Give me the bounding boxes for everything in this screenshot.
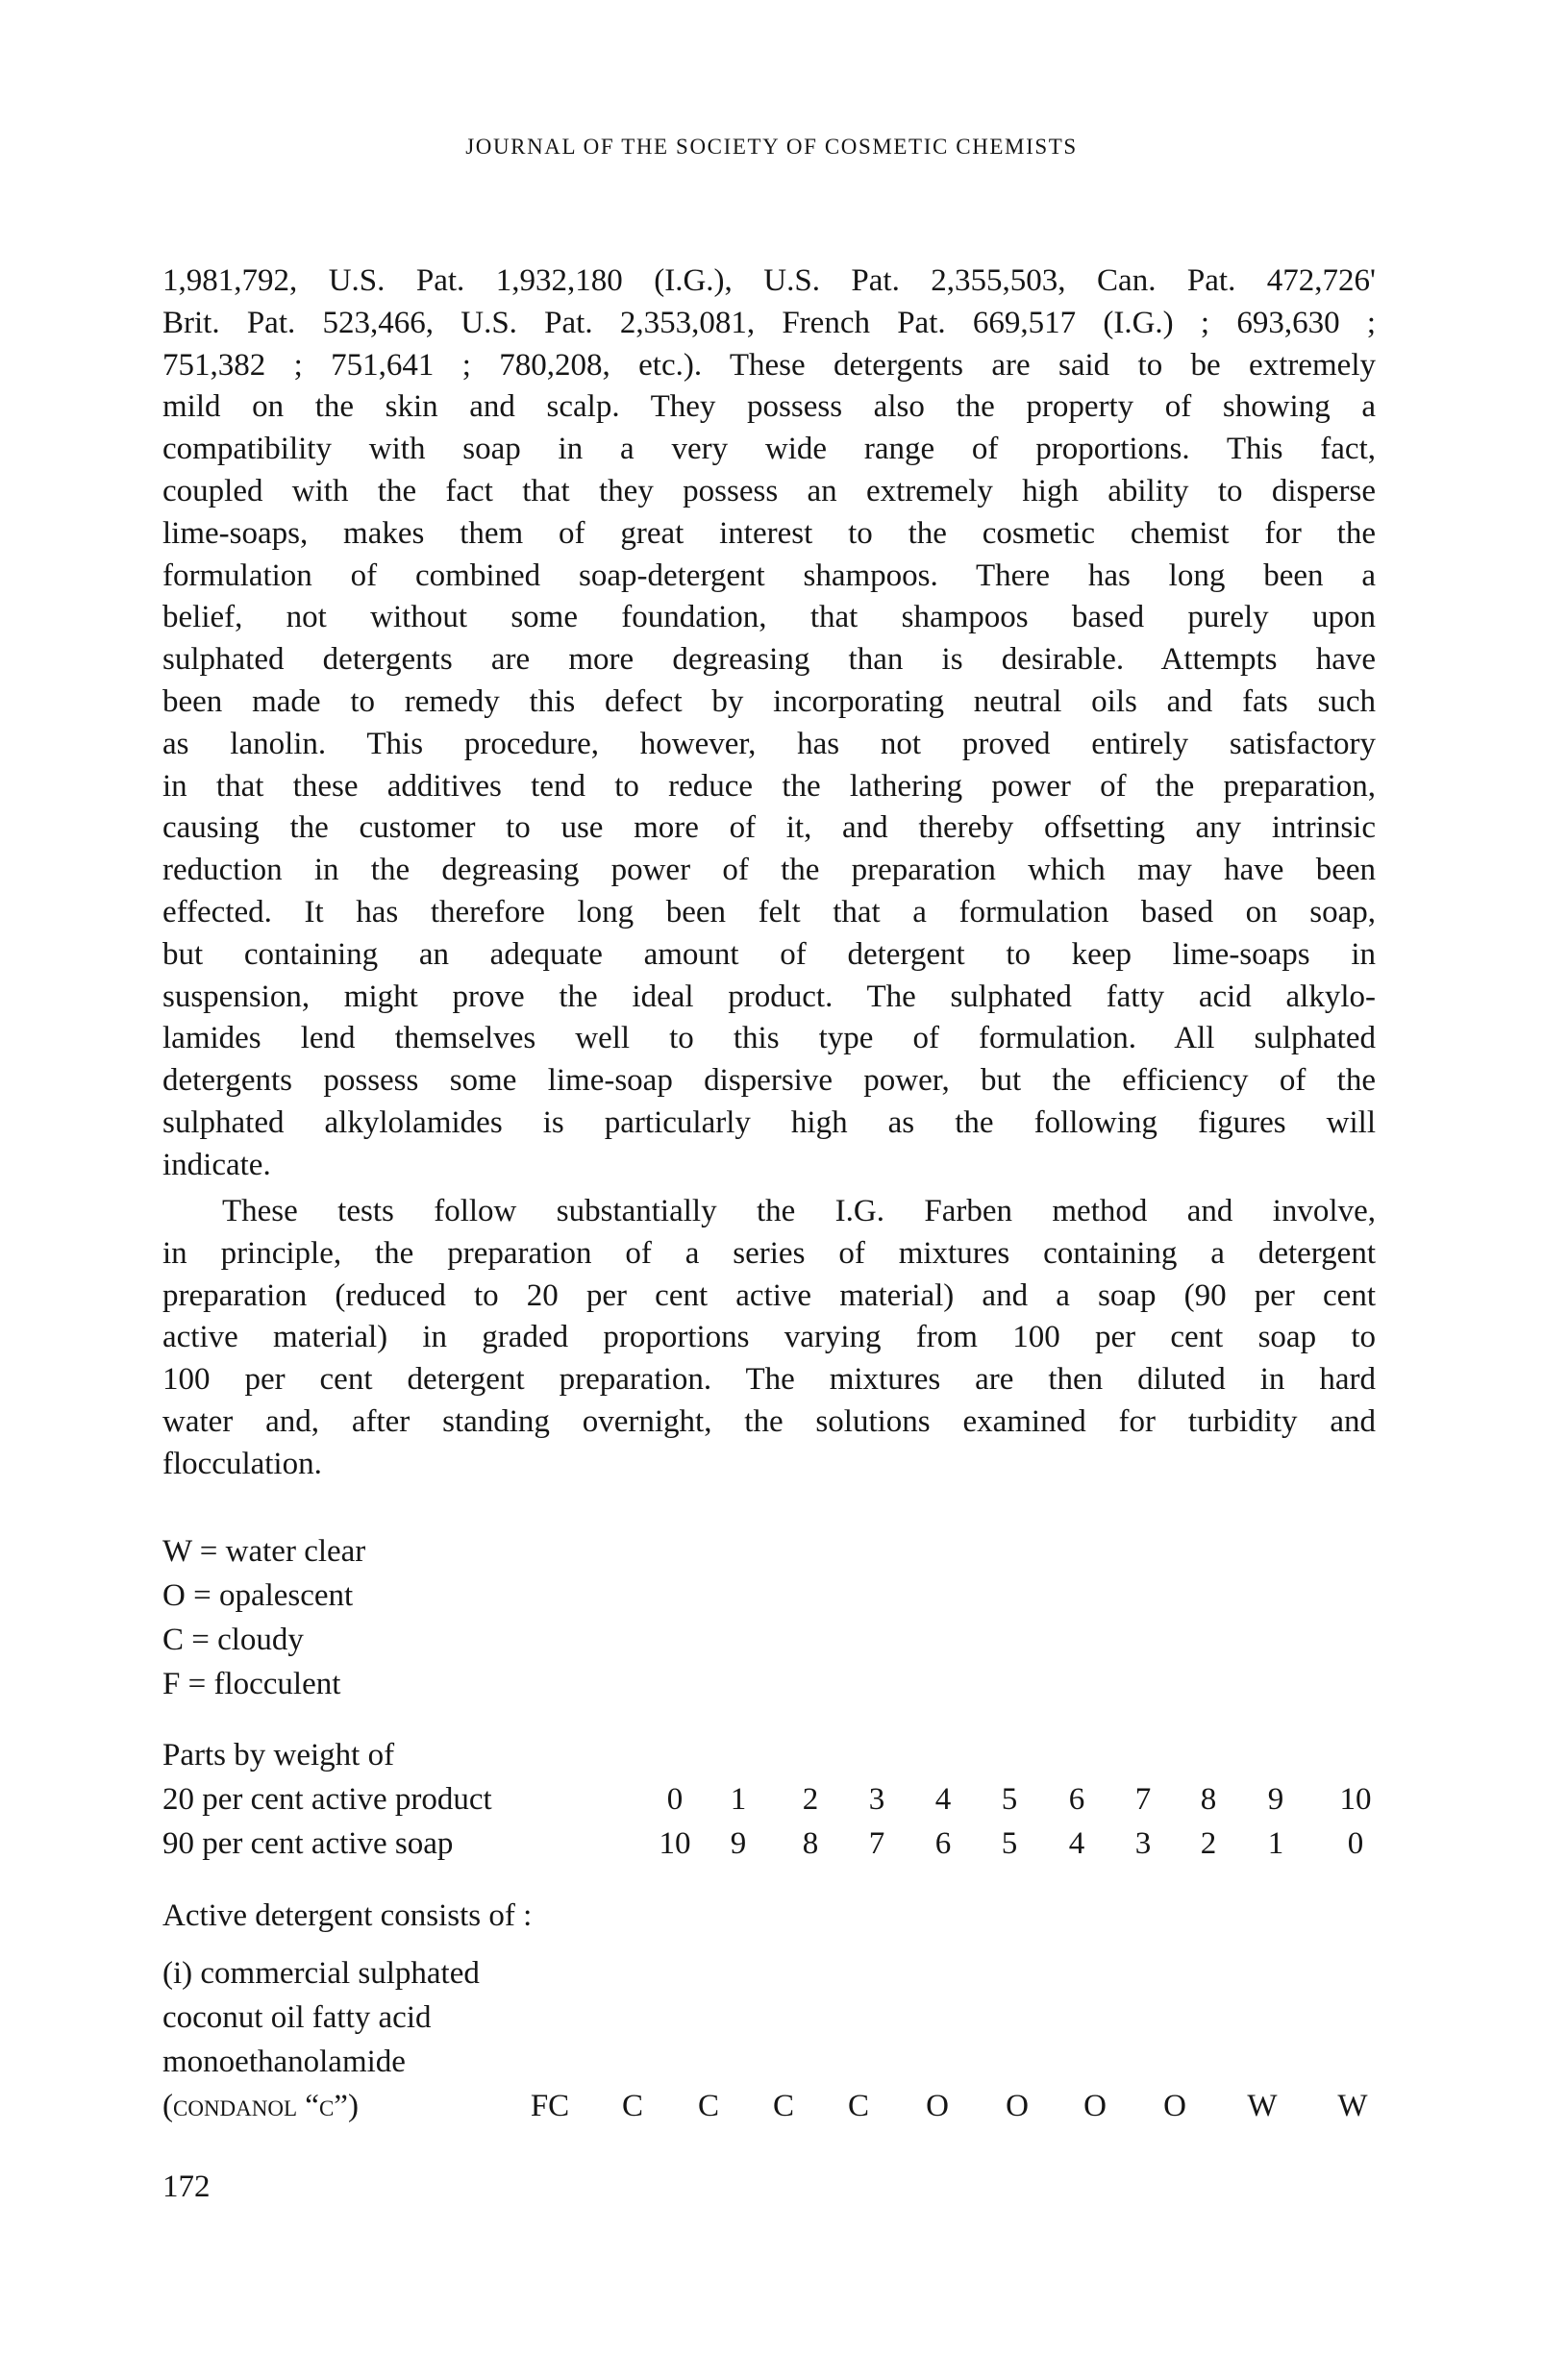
table-cell: 7: [1134, 1782, 1152, 1817]
text-line: in that these additives tend to reduce the lathering power of the preparation,: [162, 768, 1376, 804]
text-line: but containing an adequate amount of detergent to keep lime-soaps in: [162, 936, 1376, 972]
table-cell: 4: [1068, 1826, 1085, 1861]
text-line: coupled with the fact that they possess an extremely high ability to disperse: [162, 473, 1376, 508]
table-row-product: [162, 1777, 1412, 1822]
sample-name-open: (: [162, 2089, 173, 2123]
text-line: in principle, the preparation of a series of mixtures containing a detergent: [162, 1235, 1376, 1271]
table-cell: 3: [1134, 1826, 1152, 1861]
legend-list: [162, 1529, 1376, 1706]
result-cell: C: [621, 2089, 644, 2123]
result-cell: O: [1163, 2089, 1186, 2123]
result-cell: FC: [530, 2089, 570, 2123]
result-cell: C: [772, 2089, 795, 2123]
text-line: indicate.: [162, 1147, 271, 1182]
text-line: detergents possess some lime-soap dispersive power, but the efficiency of the: [162, 1063, 1376, 1099]
text-line: F = flocculent: [162, 1667, 341, 1701]
table-cell: 3: [868, 1782, 885, 1817]
text-line: suspension, might prove the ideal product. The sulphated fatty acid alkylo-: [162, 979, 1376, 1014]
table-cell: 7: [868, 1826, 885, 1861]
text-line: causing the customer to use more of it, and thereby offsetting any intrinsic: [162, 810, 1376, 846]
sample-text: coconut oil fatty acid: [162, 2000, 432, 2035]
row-label: 90 per cent active soap: [162, 1826, 454, 1861]
text-line: sulphated alkylolamides is particularly high as the following figures will: [162, 1104, 1376, 1140]
table-cell: 1: [1267, 1826, 1284, 1861]
result-cell: W: [1247, 2089, 1278, 2123]
table-cell: 6: [1068, 1782, 1085, 1817]
paragraph-1: [162, 260, 1376, 1187]
sample-name-text: condanol “c”: [173, 2089, 348, 2123]
sample-line-2: [162, 1996, 1412, 2040]
page-number: 172: [162, 2169, 211, 2204]
table-cell: 0: [1347, 1826, 1364, 1861]
table-cell: 10: [1339, 1782, 1372, 1817]
table-cell: 8: [802, 1826, 819, 1861]
result-cell: W: [1337, 2089, 1368, 2123]
table-heading-row: [162, 1733, 1412, 1777]
table-cell: 0: [666, 1782, 684, 1817]
table-cell: 8: [1200, 1782, 1217, 1817]
text-line: flocculation.: [162, 1446, 322, 1481]
result-cell: O: [1006, 2089, 1029, 2123]
table-cell: 5: [1001, 1826, 1018, 1861]
text-line: mild on the skin and scalp. They possess also the property of showing a: [162, 389, 1376, 425]
text-line: lamides lend themselves well to this type of formulation. All sulphated: [162, 1021, 1376, 1056]
text-line: O = opalescent: [162, 1578, 354, 1613]
paragraph-2: [162, 1191, 1376, 1486]
running-header: JOURNAL OF THE SOCIETY OF COSMETIC CHEMISTS: [465, 135, 1078, 159]
text-line: 1,981,792, U.S. Pat. 1,932,180 (I.G.), U.S. Pat. 2,355,503, Can. Pat. 472,726': [162, 263, 1376, 298]
table-cell: 6: [934, 1826, 952, 1861]
sample-line-1: [162, 1951, 1412, 1996]
text-line: lime-soaps, makes them of great interest to the cosmetic chemist for the: [162, 515, 1376, 551]
text-line: C = cloudy: [162, 1623, 304, 1657]
result-cell: O: [1083, 2089, 1107, 2123]
table-heading: Parts by weight of: [162, 1738, 395, 1773]
table-row-soap: [162, 1822, 1412, 1866]
text-line: 100 per cent detergent preparation. The mixtures are then diluted in hard: [162, 1362, 1376, 1398]
table-cell: 9: [1267, 1782, 1284, 1817]
text-line: formulation of combined soap-detergent shampoos. There has long been a: [162, 558, 1376, 593]
sample-name: [162, 2089, 359, 2123]
text-line: 751,382 ; 751,641 ; 780,208, etc.). These detergents are said to be extremely: [162, 347, 1376, 383]
text-line: effected. It has therefore long been felt that a formulation based on soap,: [162, 894, 1376, 930]
sample-text: monoethanolamide: [162, 2045, 406, 2079]
sample-text: (i) commercial sulphated: [162, 1956, 480, 1991]
detergent-heading: Active detergent consists of :: [162, 1898, 533, 1933]
text-line: Brit. Pat. 523,466, U.S. Pat. 2,353,081, French Pat. 669,517 (I.G.) ; 693,630 ;: [162, 305, 1376, 340]
table-cell: 10: [659, 1826, 691, 1861]
text-line: W = water clear: [162, 1534, 366, 1569]
result-cell: C: [697, 2089, 720, 2123]
result-cell: O: [926, 2089, 949, 2123]
text-line: been made to remedy this defect by incorporating neutral oils and fats such: [162, 683, 1376, 719]
text-line: active material) in graded proportions varying from 100 per cent soap to: [162, 1320, 1376, 1355]
detergent-heading-row: [162, 1894, 1412, 1938]
table-cell: 1: [730, 1782, 747, 1817]
text-line: These tests follow substantially the I.G. Farben method and involve,: [222, 1194, 1376, 1228]
text-line: belief, not without some foundation, that shampoos based purely upon: [162, 600, 1376, 635]
table-cell: 2: [802, 1782, 819, 1817]
sample-name-close: ): [347, 2089, 359, 2123]
text-line: preparation (reduced to 20 per cent active material) and a soap (90 per cent: [162, 1277, 1376, 1313]
table-row-condanol: [162, 2084, 1412, 2128]
result-cell: C: [847, 2089, 870, 2123]
table-cell: 5: [1001, 1782, 1018, 1817]
row-label: 20 per cent active product: [162, 1782, 492, 1817]
table-cell: 4: [934, 1782, 952, 1817]
text-line: water and, after standing overnight, the solutions examined for turbidity and: [162, 1403, 1376, 1439]
text-line: sulphated detergents are more degreasing than is desirable. Attempts have: [162, 642, 1376, 678]
sample-line-3: [162, 2040, 1412, 2084]
table-cell: 2: [1200, 1826, 1217, 1861]
text-line: compatibility with soap in a very wide range of proportions. This fact,: [162, 432, 1376, 467]
table-cell: 9: [730, 1826, 747, 1861]
text-line: reduction in the degreasing power of the preparation which may have been: [162, 853, 1376, 888]
text-line: as lanolin. This procedure, however, has not proved entirely satisfactory: [162, 726, 1376, 761]
